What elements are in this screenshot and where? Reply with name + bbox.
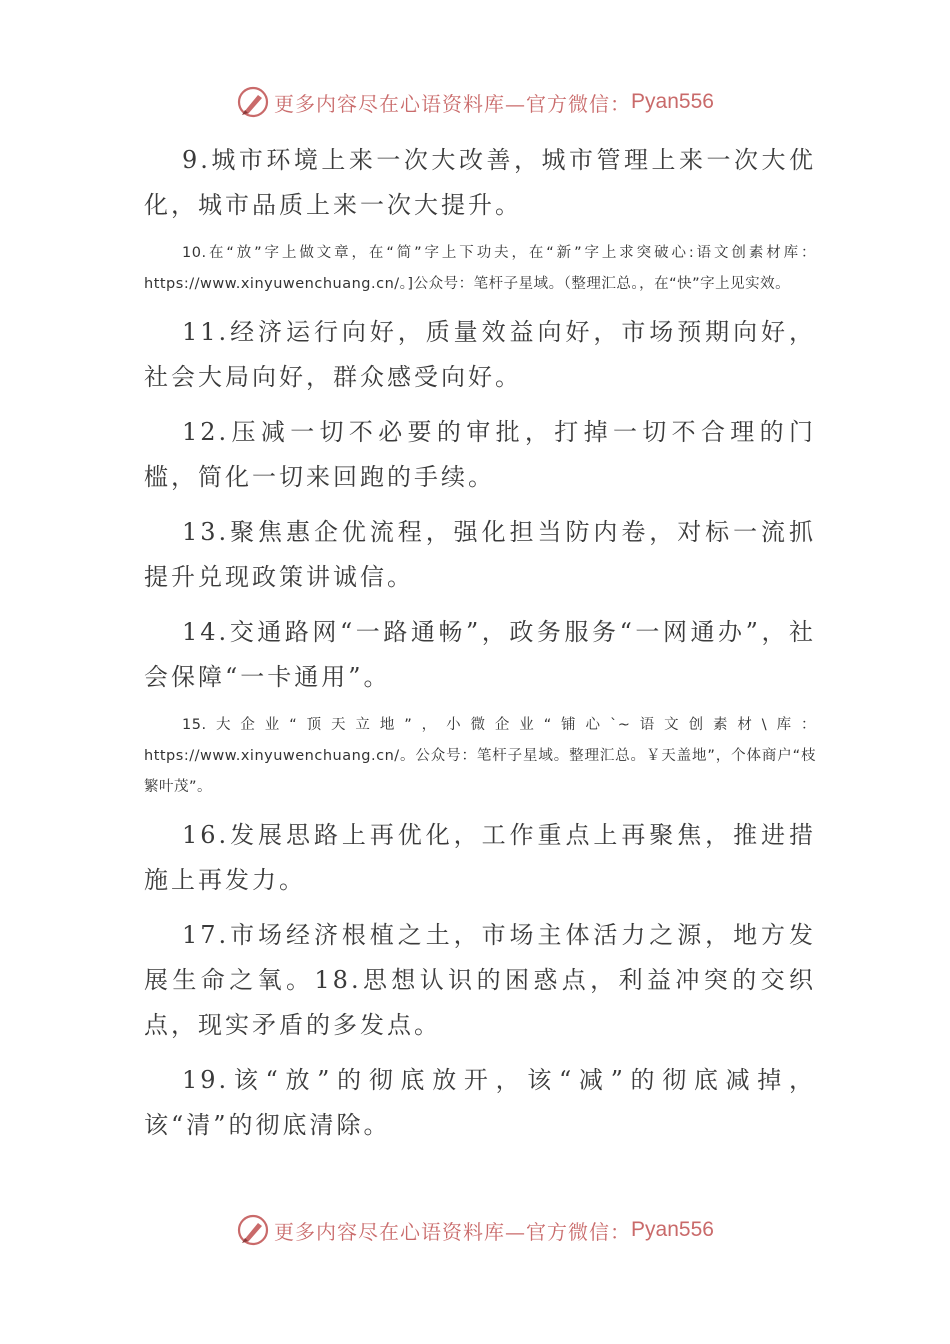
document-body: [144, 138, 816, 1158]
paragraph-13: 13.聚焦惠企优流程，强化担当防内卷，对标一流抓提升兑现政策讲诚信。: [144, 518, 816, 591]
paragraph-17-18: 17.市场经济根植之土，市场主体活力之源，地方发展生命之氧。18.思想认识的困惑点，利益冲突的交织点，现实矛盾的多发点。: [144, 921, 816, 1039]
banner-text: 更多内容尽在心语资料库—官方微信：: [274, 91, 632, 116]
banner-text: 更多内容尽在心语资料库—官方微信：: [274, 1219, 632, 1244]
banner-wechat-id: Pyan556: [631, 1218, 714, 1241]
header-banner: [0, 82, 950, 122]
paragraph-19: 19.该“放”的彻底放开，该“减”的彻底减掉，该“清”的彻底清除。: [144, 1066, 816, 1139]
paragraph-14: 14.交通路网“一路通畅”，政务服务“一网通办”，社会保障“一卡通用”。: [144, 618, 816, 691]
pen-logo-icon: [236, 85, 270, 119]
paragraph-15: 15.大企业“顶天立地”，小微企业“铺心`~语文创素材\库：https://www.xinyuwenchuang.cn/。公众号：笔杆子星域。整理汇总。￥天盖地”，个体商户“枝繁叶茂”。: [144, 717, 816, 795]
pen-logo-icon: [236, 1213, 270, 1247]
paragraph-11: 11.经济运行向好，质量效益向好，市场预期向好，社会大局向好，群众感受向好。: [144, 318, 816, 391]
banner-wechat-id: Pyan556: [631, 90, 714, 113]
paragraph-9: 9.城市环境上来一次大改善，城市管理上来一次大优化，城市品质上来一次大提升。: [144, 146, 816, 219]
paragraph-16: 16.发展思路上再优化，工作重点上再聚焦，推进措施上再发力。: [144, 821, 816, 894]
footer-banner: [0, 1210, 950, 1250]
paragraph-10: 10.在“放”字上做文章，在“简”字上下功夫，在“新”字上求突破心:语文创素材库：https://www.xinyuwenchuang.cn/。]公众号：笔杆子星域。（整理汇总。，在“快”字上见实效。: [144, 245, 816, 292]
paragraph-12: 12.压减一切不必要的审批，打掉一切不合理的门槛，简化一切来回跑的手续。: [144, 418, 816, 491]
